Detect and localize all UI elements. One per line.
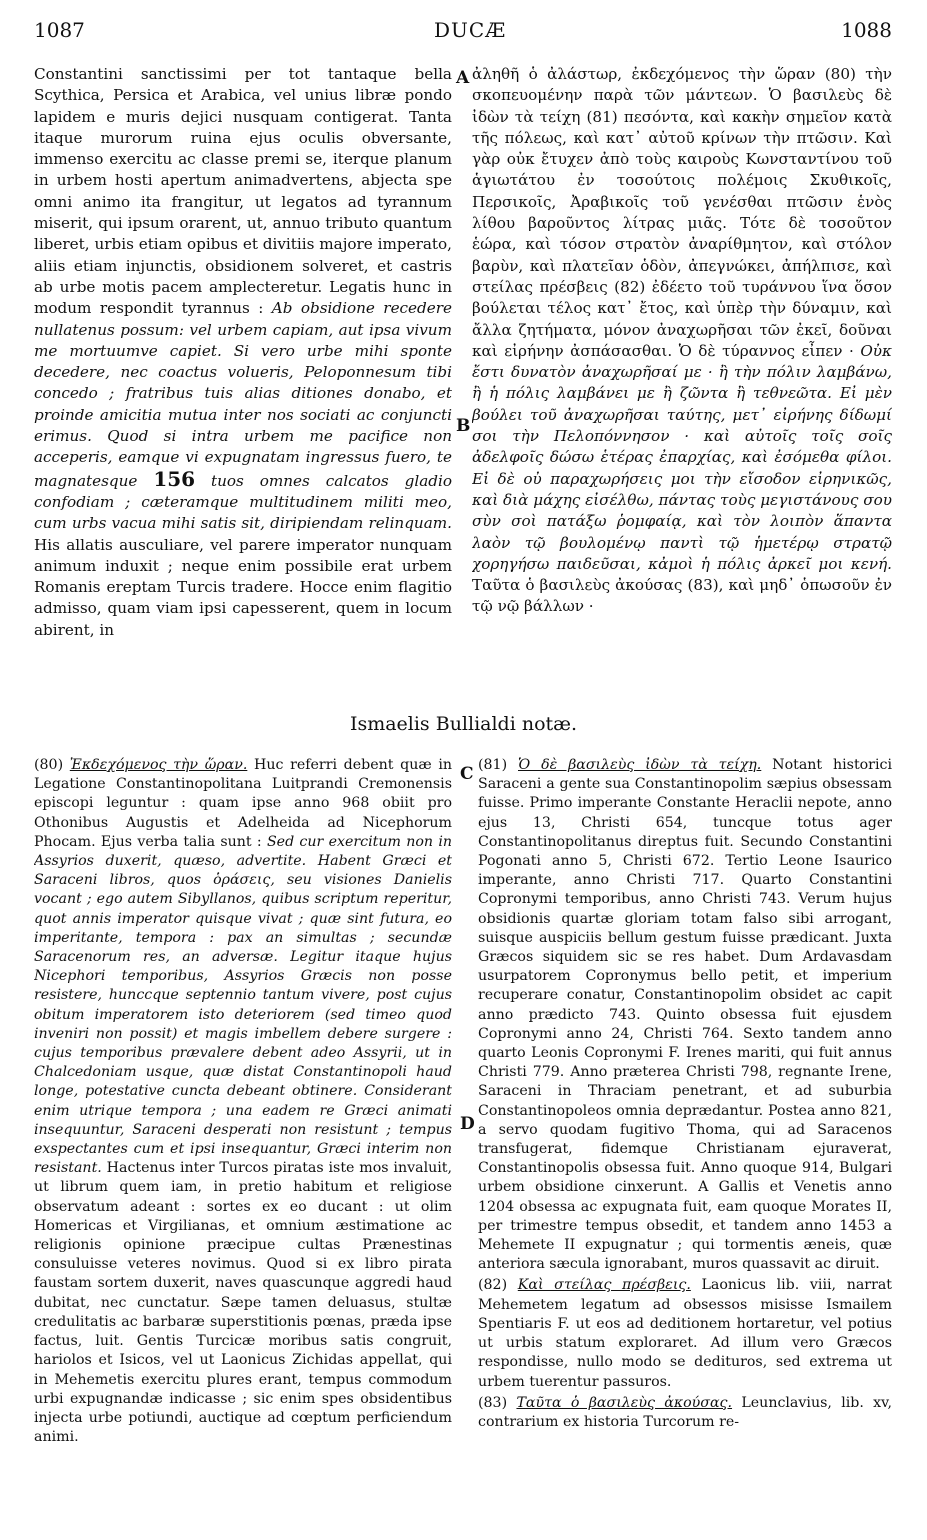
- notes-heading-text: Ismaelis Bullialdi notæ.: [349, 713, 578, 735]
- page-number-left: 1087: [34, 18, 85, 42]
- note-81-text: Notant historici Saraceni a gente sua Constantinopolim sæpius obsessam fuisse. Primo imperante Constante Heraclii nepote, anno ejus 13, Christi 654, tuncque totus ager Constantinopolitanus direptus fuit. Secundo Constantini Pogonati anno 5, Christi 672. Tertio Leone Isaurico imperante, anno Christi 717. Quarto Constantini Copronymi temporibus, anno Christi 743. Verum hujus obsidionis quartæ gloriam totam falso sibi arrogant, suisque auspiciis bellum gestum fuisse prædicant. Juxta Græcos siquidem sic se res habet. Dum Ardavasdam usurpatorem Copronymus bello petit, et imperium recuperare conatur, Constantinopolim obsidet ac capit anno prædicto 743. Quinto obsessa fuit ejusdem Copronymi anno 24, Christi 764. Sexto tandem anno quarto Leonis Copronymi F. Irenes mariti, qui fuit annus Christi 779. Anno præterea Christi 798, regnante Irene, Saraceni in Thraciam penetrant, et ad suburbia Constantinopoleos omnia deprædantur. Postea anno 821, a servo quodam fugitivo Thoma, qui ad Saracenos transfugerat, fidemque Christianam ejuraverat, Constantinopolis obsessa fuit. Anno quoque 914, Bulgari urbem obsidione cinxerunt. A Gallis et Venetis anno 1204 obsessa ac expugnata fuit, eam quoque Morates II, per trimestre tempus obsedit, et tandem anno 1453 a Mehemete II expugnatur ; qui tormentis æneis, quæ anteriora sæcula ignorabant, muros quassavit ac diruit.: [478, 757, 892, 1273]
- note-83-lemma: Ταῦτα ὁ βασιλεὺς ἀκούσας.: [516, 1394, 733, 1411]
- latin-text-column: [34, 64, 452, 700]
- margin-marker-b: B: [456, 416, 471, 436]
- latin-text-part-2: His allatis ausculiare, vel parere imperator nunquam animum induxit ; neque enim possibile erat urbem Romanis ereptam Turcis tradere. Hocce enim flagitio admisso, quam viam ipsi capesserent, quem in locum abirent, in: [34, 535, 452, 639]
- page-marker: 156: [153, 466, 196, 491]
- latin-paragraph: [34, 64, 452, 641]
- note-82-text: Laonicus lib. viii, narrat Mehemetem legatum ad obsessos misisse Ismailem Spentiaris F. ut eos ad deditionem hortaretur, vel potius ut urbis statum exploraret. Ad illum vero Græcos respondisse, nullo modo se dedituros, sed extrema ut urbem tuerentur passuros.: [478, 1277, 892, 1390]
- greek-text-part-1: ἀληθῆ ὁ ἀλάστωρ, ἐκδεχόμενος τὴν ὥραν (80) τὴν σκοπευομένην παρὰ τῶν μάντεων. Ὁ βασιλεὺς δὲ ἰδὼν τὰ τείχη (81) πεσόντα, καὶ κακὴν σημεῖον κατὰ τῆς πόλεως, καὶ κατ᾽ αὐτοῦ κρίνων τὴν πτῶσιν. Καὶ γὰρ οὐκ ἔτυχεν ἀπὸ τοὺς καιροὺς Κωνσταντίνου τοῦ ἁγιωτάτου ἐν τοσούτοις πολέμοις Σκυθικοῖς, Περσικοῖς, Ἀραβικοῖς τοῦ γενέσθαι πτῶσιν ἑνὸς λίθου βαροῦντος λίτρας μιᾶς. Τότε δὲ τοσοῦτον ἑώρα, καὶ τόσον στρατὸν ἀναρίθμητον, καὶ στόλον βαρὺν, καὶ πλατεῖαν ὁδὸν, ἀπεγνώκει, ἀπήλπισε, καὶ στείλας πρέσβεις (82) ἐδέετο τοῦ τυράννου ἵνα ὅσον βούλεται τέλος κατ᾽ ἔτος, καὶ ὑπὲρ τὴν δύναμιν, καὶ ἄλλα ζητήματα, μόνον ἀναχωρῆσαι τῶν ἐκεῖ, δοῦναι καὶ εἰρήνην ἀσπάσασθαι. Ὁ δὲ τύραννος εἶπεν ·: [472, 65, 892, 360]
- note-82-number: (82): [478, 1277, 508, 1294]
- margin-marker-d: D: [460, 1114, 475, 1134]
- note-83-number: (83): [478, 1394, 508, 1411]
- page-number-right: 1088: [841, 18, 892, 42]
- greek-quote: Οὐκ ἔστι δυνατὸν ἀναχωρῆσαί με · ἢ τὴν πόλιν λαμβάνω, ἢ ἡ πόλις λαμβάνει με ἢ ζῶντα ἢ τεθνεῶτα. Εἰ μὲν βούλει τοῦ ἀναχωρῆσαι ταύτης, μετ᾽ εἰρήνης δίδωμί σοι τὴν Πελοπόννησον · καὶ αὐτοῖς τοῖς σοῖς ἀδελφοῖς δώσω ἑτέρας ἐπαρχίας, καὶ ἐσόμεθα φίλοι. Εἰ δὲ οὐ παραχωρήσεις μοι τὴν εἴσοδον εἰρηνικῶς, καὶ διὰ μάχης εἰσέλθω, πάντας τοὺς μεγιστάνους σου σὺν σοὶ πατάξω ῥομφαίᾳ, καὶ τὸν λοιπὸν ἅπαντα λαὸν τῷ βουλομένῳ παντὶ τῷ ἡμετέρῳ στρατῷ χορηγήσω παιδεῦσαι, κἀμοὶ ἡ πόλις ἀρκεῖ μοι κενή.: [472, 341, 892, 573]
- note-82-lemma: Καὶ στείλας πρέσβεις.: [517, 1277, 691, 1294]
- margin-marker-a: A: [456, 68, 470, 88]
- note-81-number: (81): [478, 757, 508, 773]
- notes-heading: [0, 713, 927, 735]
- note-80: [34, 756, 452, 1447]
- page-header: [34, 18, 892, 54]
- latin-quote-part-2: tuos omnes calcatos gladio confodiam ; cæteramque multitudinem militi meo, cum urbs vacua mihi satis sit, diripiendam relinquam.: [34, 471, 452, 533]
- note-80-lemma: Ἐκδεχόμενος τὴν ὥραν.: [69, 757, 248, 773]
- margin-marker-c: C: [460, 764, 474, 784]
- latin-quote-part-1: Ab obsidione recedere nullatenus possum: vel urbem capiam, aut ipsa vivum me mortuumve capiet. Si vero urbe mihi sponte decedere, nec coactus volueris, Peloponnesum tibi concedo ; fratribus tuis alias ditiones donabo, et proinde amicitia mutua inter nos sociati ac conjuncti erimus. Quod si intra urbem me pacifice non acceperis, eamque vi expugnatam ingressus fuero, te magnatesque: [34, 299, 452, 490]
- note-80-text-2: Hactenus inter Turcos piratas iste mos invaluit, ut librum quem iam, in pretio habitum et religiose observatum adeant : sortes ex eo ducant : ut olim Homericas et Virgilianas, et omnium æstimatione ac religionis opinione præcipue cultas Prænestinas consuluisse veteres novimus. Quod si ex libro pirata faustam sortem duxerit, naves quascunque aggredi haud dubitat, nec cunctatur. Sæpe tamen deluasus, stultæ credulitatis ac barbaræ superstitionis pœnas, præda ipse factus, luit. Gentis Turcicæ moribus satis congruit, hariolos et Isicos, vel ut Laonicus Zichidas appellat, qui in Mehemetis exercitu plures erant, tempus commodum urbi expugnandæ indicasse ; sic enim spes obsidentibus injecta urbe potiundi, auctique ad cœptum perficiendum animi.: [34, 1160, 452, 1446]
- greek-text-part-2: Ταῦτα ὁ βασιλεὺς ἀκούσας (83), καὶ μηδ᾽ ὁπωσοῦν ἐν τῷ νῷ βάλλων ·: [472, 576, 892, 616]
- latin-text-part-1: Constantini sanctissimi per tot tantaque bella Scythica, Persica et Arabica, vel unius libræ pondo lapidem e muris dejici nusquam contigerat. Tanta itaque murorum ruina ejus oculis obversante, immenso exercitu ac classe premi se, iterque planum in urbem hosti apertum animadvertens, abjecta spe omni animo ita frangitur, ut legatos ad tyrannum miserit, qui ipsum orarent, ut, annuo tributo quantum liberet, urbis etiam opibus et divitiis majore imperato, aliis etiam injunctis, obsidionem solveret, et castris ab urbe motis pacem amplecteretur. Legatis hunc in modum respondit tyrannus :: [34, 65, 452, 318]
- notes-left-column: [34, 756, 452, 1484]
- greek-text-column: [472, 64, 892, 700]
- note-83: [478, 1394, 892, 1432]
- notes-right-column: [478, 756, 892, 1484]
- note-80-number: (80): [34, 757, 64, 773]
- note-82: [478, 1276, 892, 1391]
- note-80-quote: Sed cur exercitum non in Assyrios duxerit, quæso, advertite. Habent Græci et Saraceni libros, quos ὁράσεις, seu visiones Danielis vocant ; ego autem Sibyllanos, quibus scriptum reperitur, quot annis imperator quisque vivat ; quæ sint futura, eo imperitante, tempora : pax an simultas ; secundæ Saracenorum res, an adversæ. Legitur itaque hujus Nicephori temporibus, Assyrios Græcis non posse resistere, hunccque septennio tantum vivere, post cujus obitum imperatorem isto deteriorem (sed timeo quod inveniri non possit) et magis imbellem debere surgere : cujus temporibus prævalere debent adeo Assyrii, ut in Chalcedoniam usque, quæ distat Constantinopoli haud longe, potestative cuncta debeant obtinere. Considerant enim utrique tempora ; una eadem re Græci animati insequuntur, Saraceni desperati non resistunt ; tempus exspectantes cum et ipsi insequantur, Græci interim non resistant.: [34, 833, 452, 1177]
- note-81-lemma: Ὁ δὲ βασιλεὺς ἰδὼν τὰ τείχη.: [518, 757, 762, 773]
- note-83-text: Leunclavius, lib. xv, contrarium ex historia Turcorum re-: [478, 1394, 892, 1430]
- note-81: [478, 756, 892, 1274]
- note-80-text-1: Huc referri debent quæ in Legatione Constantinopolitana Luitprandi Cremonensis episcopi leguntur : quam ipse anno 968 obiit pro Othonibus Augustis et Adelheida ad Nicephorum Phocam. Ejus verba talia sunt :: [34, 757, 452, 850]
- greek-paragraph: [472, 64, 892, 618]
- running-title: DUCÆ: [434, 18, 507, 42]
